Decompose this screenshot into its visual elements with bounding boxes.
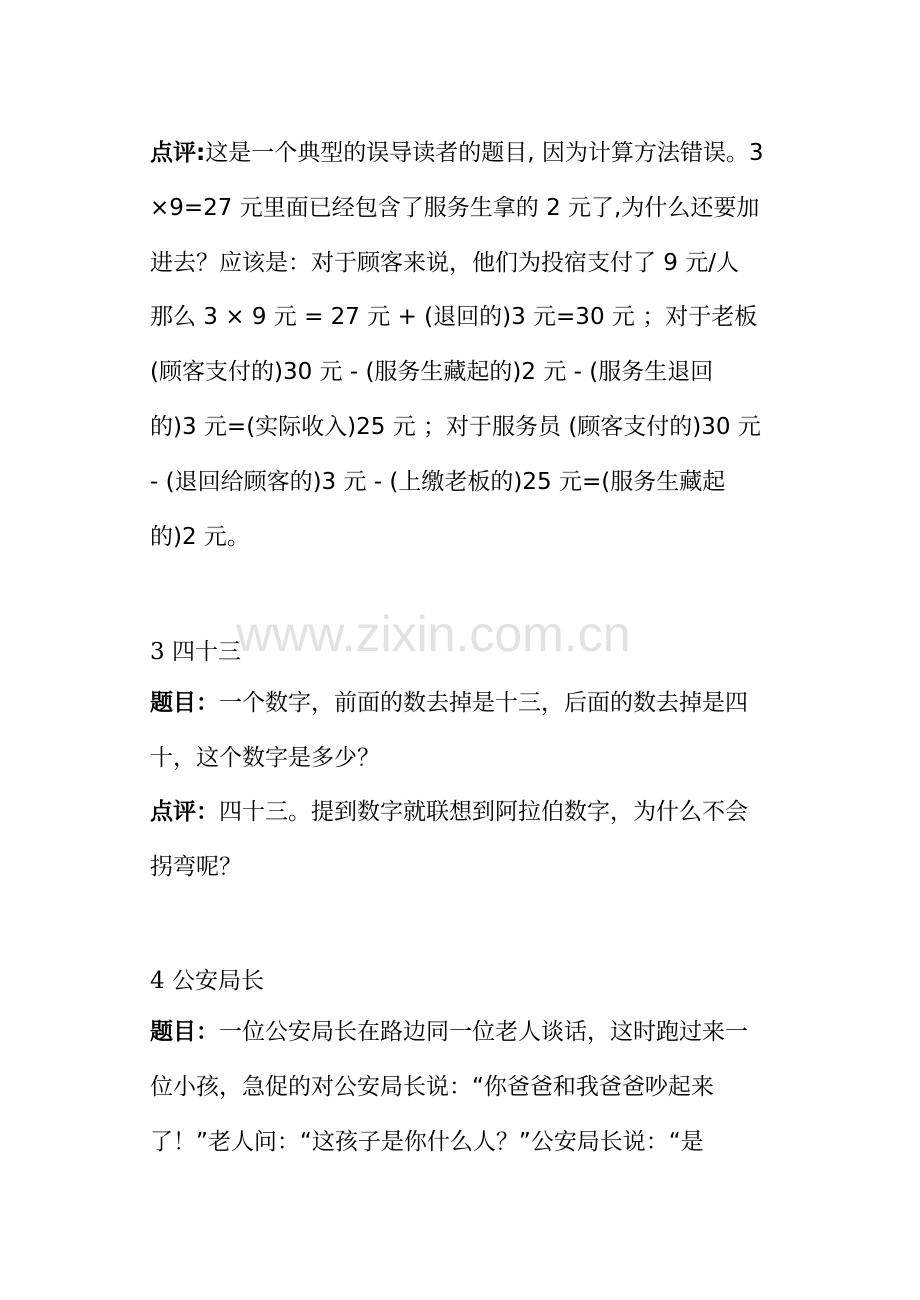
comment-label: 点评： [150,799,219,825]
section3-comment-line-1 [150,797,748,827]
comment-line-8: 的)2 元。 [150,524,250,550]
comment-line-4: 那么 3 × 9 元 = 27 元 + (退回的)3 元=30 元 ；对于老板 [150,304,758,330]
comment-line-6: 的)3 元=(实际收入)25 元 ；对于服务员 (顾客支付的)30 元 [150,414,761,440]
comment-line-2: ×9=27 元里面已经包含了服务生拿的 2 元了,为什么还要加 [150,195,760,221]
section3-comment-line-2: 拐弯呢？ [150,854,242,880]
question-label: 题目： [150,690,219,716]
question-text: 一位公安局长在路边同一位老人谈话，这时跑过来一 [219,1019,748,1045]
section4-heading: 4 公安局长 [150,968,264,994]
comment-text: 这是一个典型的误导读者的题目, 因为计算方法错误。3 [205,140,764,166]
section3-heading: 3 四十三 [150,639,241,665]
section3-question-line-2: 十，这个数字是多少？ [150,745,380,771]
section4-question-line-3: 了！”老人问：“这孩子是你什么人？”公安局长说：“是 [150,1129,704,1155]
comment-line-7: - (退回给顾客的)3 元 - (上缴老板的)25 元=(服务生藏起 [150,469,726,495]
comment-line-1 [150,138,763,168]
section3-question-line-1 [150,688,748,718]
question-label: 题目： [150,1019,219,1045]
section4-question-line-2: 位小孩，急促的对公安局长说：“你爸爸和我爸爸吵起来 [150,1074,714,1100]
question-text: 一个数字，前面的数去掉是十三，后面的数去掉是四 [219,690,748,716]
section4-question-line-1 [150,1017,748,1047]
comment-line-5: (顾客支付的)30 元 - (服务生藏起的)2 元 - (服务生退回 [150,359,714,385]
comment-label: 点评: [150,140,206,166]
comment-line-3: 进去？应该是：对于顾客来说，他们为投宿支付了 9 元/人 [150,250,740,276]
watermark: www.zixin.com.cn [236,606,631,662]
comment-text: 四十三。提到数字就联想到阿拉伯数字，为什么不会 [219,799,748,825]
